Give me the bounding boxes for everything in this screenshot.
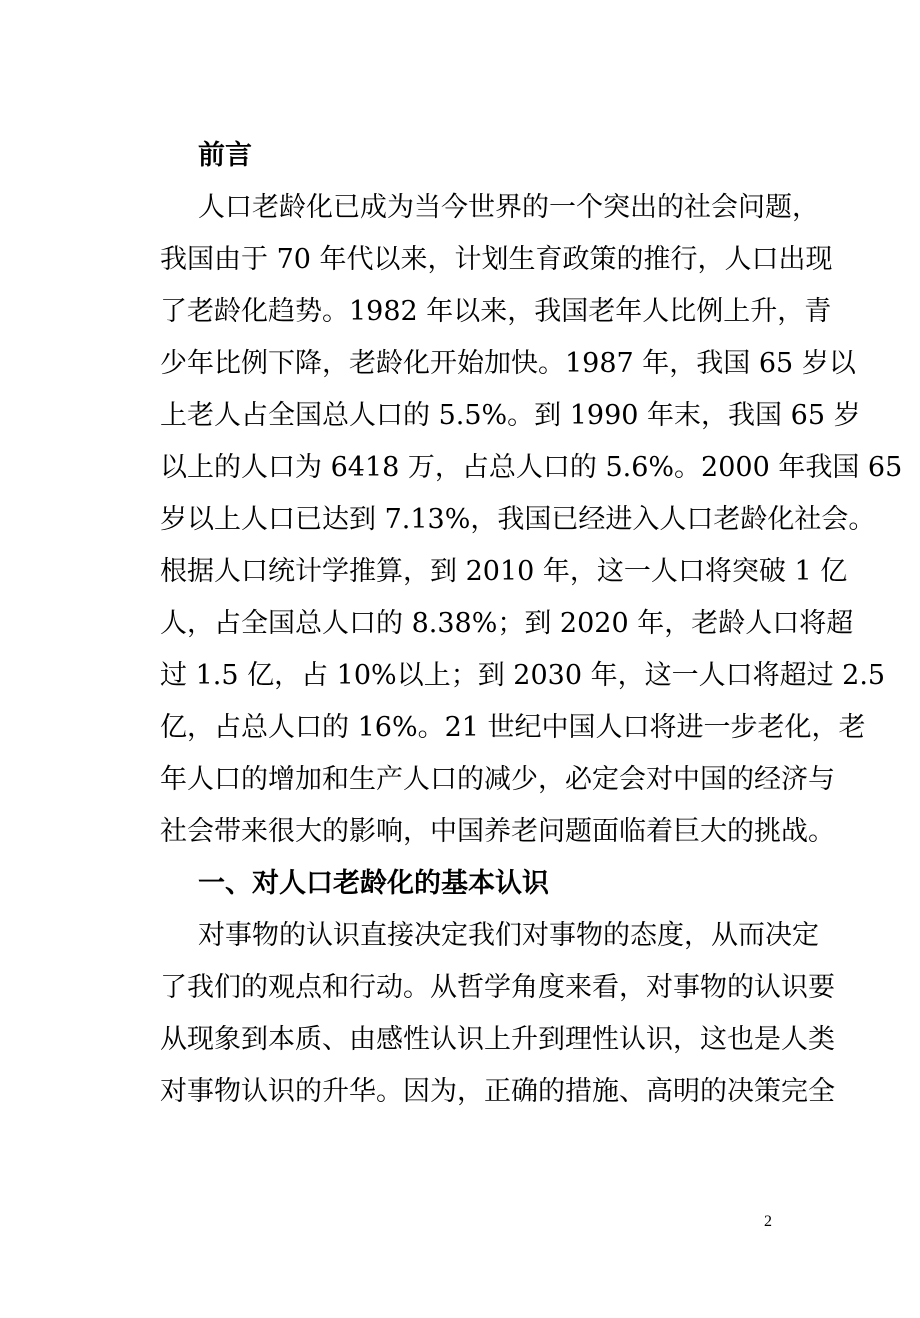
text-line: 年人口的增加和生产人口的减少，必定会对中国的经济与 [160,764,835,795]
text-line: 人，占全国总人口的 8.38%；到 2020 年，老龄人口将超 [160,608,854,639]
preface-heading: 前言 [198,140,252,171]
text-line: 了老龄化趋势。1982 年以来，我国老年人比例上升，青 [160,296,832,327]
text-line: 岁以上人口已达到 7.13%，我国已经进入人口老龄化社会。 [160,504,876,535]
text-line: 从现象到本质、由感性认识上升到理性认识，这也是人类 [160,1024,835,1055]
text-line: 人口老龄化已成为当今世界的一个突出的社会问题， [198,192,819,223]
page-number: 2 [764,1213,772,1230]
text-line: 根据人口统计学推算，到 2010 年，这一人口将突破 1 亿 [160,556,848,587]
text-line: 以上的人口为 6418 万，占总人口的 5.6%。2000 年我国 65 [160,452,903,483]
text-line: 社会带来很大的影响，中国养老问题面临着巨大的挑战。 [160,816,835,847]
text-line: 了我们的观点和行动。从哲学角度来看，对事物的认识要 [160,972,835,1003]
text-line: 对事物的认识直接决定我们对事物的态度，从而决定 [198,920,819,951]
text-line: 少年比例下降，老龄化开始加快。1987 年，我国 65 岁以 [160,348,856,379]
text-line: 上老人占全国总人口的 5.5%。到 1990 年末，我国 65 岁 [160,400,861,431]
text-line: 对事物认识的升华。因为，正确的措施、高明的决策完全 [160,1076,835,1107]
text-line: 亿，占总人口的 16%。21 世纪中国人口将进一步老化，老 [160,712,866,743]
text-line: 我国由于 70 年代以来，计划生育政策的推行，人口出现 [160,244,833,275]
text-line: 过 1.5 亿，占 10%以上；到 2030 年，这一人口将超过 2.5 [160,660,886,691]
section-1-heading: 一、对人口老龄化的基本认识 [198,868,549,899]
